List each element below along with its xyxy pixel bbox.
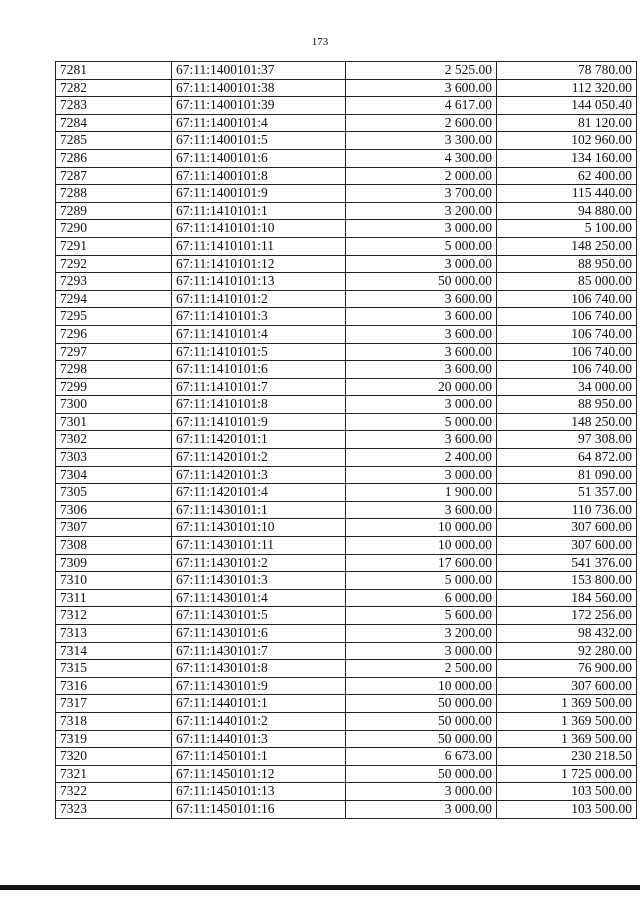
area-cell: 4 300.00 bbox=[346, 149, 497, 167]
cadastral-number-cell: 67:11:1410101:8 bbox=[172, 396, 346, 414]
value-cell: 51 357.00 bbox=[497, 484, 637, 502]
value-cell: 307 600.00 bbox=[497, 677, 637, 695]
area-cell: 10 000.00 bbox=[346, 677, 497, 695]
area-cell: 3 700.00 bbox=[346, 185, 497, 203]
table-row bbox=[56, 167, 637, 185]
area-cell: 5 000.00 bbox=[346, 413, 497, 431]
value-cell: 76 900.00 bbox=[497, 660, 637, 678]
row-number-cell: 7288 bbox=[56, 185, 172, 203]
cadastral-number-cell: 67:11:1410101:11 bbox=[172, 237, 346, 255]
row-number-cell: 7292 bbox=[56, 255, 172, 273]
value-cell: 541 376.00 bbox=[497, 554, 637, 572]
value-cell: 1 369 500.00 bbox=[497, 730, 637, 748]
cadastral-number-cell: 67:11:1400101:5 bbox=[172, 132, 346, 150]
table-row bbox=[56, 677, 637, 695]
value-cell: 97 308.00 bbox=[497, 431, 637, 449]
area-cell: 3 000.00 bbox=[346, 466, 497, 484]
value-cell: 153 800.00 bbox=[497, 572, 637, 590]
value-cell: 106 740.00 bbox=[497, 325, 637, 343]
cadastral-number-cell: 67:11:1430101:7 bbox=[172, 642, 346, 660]
table-row bbox=[56, 132, 637, 150]
area-cell: 2 525.00 bbox=[346, 62, 497, 80]
value-cell: 78 780.00 bbox=[497, 62, 637, 80]
value-cell: 88 950.00 bbox=[497, 255, 637, 273]
table-row bbox=[56, 396, 637, 414]
cadastral-number-cell: 67:11:1430101:2 bbox=[172, 554, 346, 572]
area-cell: 3 000.00 bbox=[346, 642, 497, 660]
value-cell: 1 369 500.00 bbox=[497, 712, 637, 730]
value-cell: 102 960.00 bbox=[497, 132, 637, 150]
cadastral-number-cell: 67:11:1410101:3 bbox=[172, 308, 346, 326]
cadastral-number-cell: 67:11:1430101:6 bbox=[172, 625, 346, 643]
table-row bbox=[56, 730, 637, 748]
value-cell: 307 600.00 bbox=[497, 537, 637, 555]
value-cell: 5 100.00 bbox=[497, 220, 637, 238]
bottom-divider bbox=[0, 885, 640, 890]
row-number-cell: 7302 bbox=[56, 431, 172, 449]
row-number-cell: 7315 bbox=[56, 660, 172, 678]
area-cell: 10 000.00 bbox=[346, 537, 497, 555]
cadastral-number-cell: 67:11:1430101:9 bbox=[172, 677, 346, 695]
table-row bbox=[56, 413, 637, 431]
value-cell: 106 740.00 bbox=[497, 308, 637, 326]
cadastral-number-cell: 67:11:1450101:13 bbox=[172, 783, 346, 801]
cadastral-number-cell: 67:11:1410101:12 bbox=[172, 255, 346, 273]
cadastral-number-cell: 67:11:1420101:2 bbox=[172, 449, 346, 467]
table-row bbox=[56, 625, 637, 643]
table-row bbox=[56, 343, 637, 361]
value-cell: 94 880.00 bbox=[497, 202, 637, 220]
cadastral-number-cell: 67:11:1410101:13 bbox=[172, 273, 346, 291]
area-cell: 50 000.00 bbox=[346, 712, 497, 730]
table-row bbox=[56, 501, 637, 519]
area-cell: 3 000.00 bbox=[346, 220, 497, 238]
cadastral-number-cell: 67:11:1430101:8 bbox=[172, 660, 346, 678]
cadastral-number-cell: 67:11:1430101:1 bbox=[172, 501, 346, 519]
cadastral-number-cell: 67:11:1450101:16 bbox=[172, 800, 346, 818]
area-cell: 3 300.00 bbox=[346, 132, 497, 150]
cadastral-number-cell: 67:11:1430101:4 bbox=[172, 589, 346, 607]
row-number-cell: 7314 bbox=[56, 642, 172, 660]
area-cell: 2 400.00 bbox=[346, 449, 497, 467]
value-cell: 134 160.00 bbox=[497, 149, 637, 167]
row-number-cell: 7306 bbox=[56, 501, 172, 519]
area-cell: 3 000.00 bbox=[346, 783, 497, 801]
area-cell: 3 600.00 bbox=[346, 431, 497, 449]
value-cell: 184 560.00 bbox=[497, 589, 637, 607]
cadastral-number-cell: 67:11:1400101:6 bbox=[172, 149, 346, 167]
table-row bbox=[56, 554, 637, 572]
cadastral-number-cell: 67:11:1410101:10 bbox=[172, 220, 346, 238]
row-number-cell: 7312 bbox=[56, 607, 172, 625]
table-row bbox=[56, 79, 637, 97]
value-cell: 1 369 500.00 bbox=[497, 695, 637, 713]
area-cell: 50 000.00 bbox=[346, 765, 497, 783]
cadastral-number-cell: 67:11:1400101:8 bbox=[172, 167, 346, 185]
table-row bbox=[56, 449, 637, 467]
page-number: 173 bbox=[311, 36, 329, 48]
value-cell: 106 740.00 bbox=[497, 290, 637, 308]
cadastral-number-cell: 67:11:1420101:3 bbox=[172, 466, 346, 484]
area-cell: 3 000.00 bbox=[346, 396, 497, 414]
table-row bbox=[56, 484, 637, 502]
cadastral-number-cell: 67:11:1400101:4 bbox=[172, 114, 346, 132]
value-cell: 81 090.00 bbox=[497, 466, 637, 484]
cadastral-number-cell: 67:11:1410101:7 bbox=[172, 378, 346, 396]
table-row bbox=[56, 642, 637, 660]
area-cell: 50 000.00 bbox=[346, 730, 497, 748]
table-row bbox=[56, 290, 637, 308]
row-number-cell: 7283 bbox=[56, 97, 172, 115]
area-cell: 2 600.00 bbox=[346, 114, 497, 132]
area-cell: 1 900.00 bbox=[346, 484, 497, 502]
land-registry-table bbox=[55, 61, 637, 819]
cadastral-number-cell: 67:11:1410101:4 bbox=[172, 325, 346, 343]
table-row bbox=[56, 519, 637, 537]
area-cell: 3 600.00 bbox=[346, 79, 497, 97]
value-cell: 98 432.00 bbox=[497, 625, 637, 643]
cadastral-number-cell: 67:11:1420101:1 bbox=[172, 431, 346, 449]
row-number-cell: 7281 bbox=[56, 62, 172, 80]
value-cell: 172 256.00 bbox=[497, 607, 637, 625]
area-cell: 3 000.00 bbox=[346, 255, 497, 273]
area-cell: 4 617.00 bbox=[346, 97, 497, 115]
value-cell: 85 000.00 bbox=[497, 273, 637, 291]
value-cell: 106 740.00 bbox=[497, 343, 637, 361]
area-cell: 10 000.00 bbox=[346, 519, 497, 537]
table-row bbox=[56, 431, 637, 449]
row-number-cell: 7290 bbox=[56, 220, 172, 238]
row-number-cell: 7323 bbox=[56, 800, 172, 818]
area-cell: 3 600.00 bbox=[346, 290, 497, 308]
table-row bbox=[56, 361, 637, 379]
row-number-cell: 7313 bbox=[56, 625, 172, 643]
table-row bbox=[56, 97, 637, 115]
cadastral-number-cell: 67:11:1410101:6 bbox=[172, 361, 346, 379]
value-cell: 62 400.00 bbox=[497, 167, 637, 185]
row-number-cell: 7286 bbox=[56, 149, 172, 167]
row-number-cell: 7297 bbox=[56, 343, 172, 361]
area-cell: 6 000.00 bbox=[346, 589, 497, 607]
value-cell: 34 000.00 bbox=[497, 378, 637, 396]
area-cell: 3 600.00 bbox=[346, 501, 497, 519]
cadastral-number-cell: 67:11:1420101:4 bbox=[172, 484, 346, 502]
row-number-cell: 7308 bbox=[56, 537, 172, 555]
row-number-cell: 7289 bbox=[56, 202, 172, 220]
cadastral-number-cell: 67:11:1440101:3 bbox=[172, 730, 346, 748]
cadastral-number-cell: 67:11:1410101:5 bbox=[172, 343, 346, 361]
table-row bbox=[56, 748, 637, 766]
value-cell: 148 250.00 bbox=[497, 237, 637, 255]
cadastral-number-cell: 67:11:1410101:9 bbox=[172, 413, 346, 431]
row-number-cell: 7311 bbox=[56, 589, 172, 607]
value-cell: 115 440.00 bbox=[497, 185, 637, 203]
value-cell: 106 740.00 bbox=[497, 361, 637, 379]
table-row bbox=[56, 660, 637, 678]
value-cell: 230 218.50 bbox=[497, 748, 637, 766]
cadastral-number-cell: 67:11:1440101:1 bbox=[172, 695, 346, 713]
value-cell: 64 872.00 bbox=[497, 449, 637, 467]
table-body bbox=[56, 62, 637, 819]
row-number-cell: 7320 bbox=[56, 748, 172, 766]
row-number-cell: 7299 bbox=[56, 378, 172, 396]
row-number-cell: 7300 bbox=[56, 396, 172, 414]
cadastral-number-cell: 67:11:1400101:9 bbox=[172, 185, 346, 203]
table-row bbox=[56, 237, 637, 255]
row-number-cell: 7317 bbox=[56, 695, 172, 713]
cadastral-number-cell: 67:11:1400101:38 bbox=[172, 79, 346, 97]
row-number-cell: 7319 bbox=[56, 730, 172, 748]
table-row bbox=[56, 273, 637, 291]
area-cell: 5 600.00 bbox=[346, 607, 497, 625]
table-row bbox=[56, 783, 637, 801]
area-cell: 6 673.00 bbox=[346, 748, 497, 766]
value-cell: 1 725 000.00 bbox=[497, 765, 637, 783]
row-number-cell: 7322 bbox=[56, 783, 172, 801]
value-cell: 307 600.00 bbox=[497, 519, 637, 537]
row-number-cell: 7293 bbox=[56, 273, 172, 291]
table-row bbox=[56, 589, 637, 607]
area-cell: 5 000.00 bbox=[346, 572, 497, 590]
area-cell: 3 000.00 bbox=[346, 800, 497, 818]
cadastral-number-cell: 67:11:1430101:5 bbox=[172, 607, 346, 625]
table-row bbox=[56, 308, 637, 326]
table-row bbox=[56, 202, 637, 220]
table-row bbox=[56, 695, 637, 713]
area-cell: 50 000.00 bbox=[346, 695, 497, 713]
table-row bbox=[56, 62, 637, 80]
area-cell: 50 000.00 bbox=[346, 273, 497, 291]
table-row bbox=[56, 765, 637, 783]
cadastral-number-cell: 67:11:1440101:2 bbox=[172, 712, 346, 730]
row-number-cell: 7318 bbox=[56, 712, 172, 730]
row-number-cell: 7310 bbox=[56, 572, 172, 590]
area-cell: 2 000.00 bbox=[346, 167, 497, 185]
table-row bbox=[56, 607, 637, 625]
cadastral-number-cell: 67:11:1430101:11 bbox=[172, 537, 346, 555]
value-cell: 103 500.00 bbox=[497, 783, 637, 801]
value-cell: 103 500.00 bbox=[497, 800, 637, 818]
area-cell: 3 200.00 bbox=[346, 202, 497, 220]
table-row bbox=[56, 220, 637, 238]
table-row bbox=[56, 572, 637, 590]
area-cell: 3 600.00 bbox=[346, 308, 497, 326]
area-cell: 3 600.00 bbox=[346, 325, 497, 343]
value-cell: 148 250.00 bbox=[497, 413, 637, 431]
value-cell: 112 320.00 bbox=[497, 79, 637, 97]
table-row bbox=[56, 149, 637, 167]
area-cell: 20 000.00 bbox=[346, 378, 497, 396]
cadastral-number-cell: 67:11:1400101:39 bbox=[172, 97, 346, 115]
value-cell: 81 120.00 bbox=[497, 114, 637, 132]
table-row bbox=[56, 255, 637, 273]
row-number-cell: 7301 bbox=[56, 413, 172, 431]
area-cell: 17 600.00 bbox=[346, 554, 497, 572]
row-number-cell: 7294 bbox=[56, 290, 172, 308]
cadastral-number-cell: 67:11:1410101:1 bbox=[172, 202, 346, 220]
value-cell: 110 736.00 bbox=[497, 501, 637, 519]
row-number-cell: 7304 bbox=[56, 466, 172, 484]
row-number-cell: 7287 bbox=[56, 167, 172, 185]
area-cell: 3 200.00 bbox=[346, 625, 497, 643]
cadastral-number-cell: 67:11:1450101:12 bbox=[172, 765, 346, 783]
row-number-cell: 7284 bbox=[56, 114, 172, 132]
row-number-cell: 7316 bbox=[56, 677, 172, 695]
row-number-cell: 7307 bbox=[56, 519, 172, 537]
cadastral-number-cell: 67:11:1430101:10 bbox=[172, 519, 346, 537]
cadastral-number-cell: 67:11:1450101:1 bbox=[172, 748, 346, 766]
row-number-cell: 7309 bbox=[56, 554, 172, 572]
cadastral-number-cell: 67:11:1400101:37 bbox=[172, 62, 346, 80]
row-number-cell: 7321 bbox=[56, 765, 172, 783]
table-row bbox=[56, 114, 637, 132]
row-number-cell: 7303 bbox=[56, 449, 172, 467]
cadastral-number-cell: 67:11:1410101:2 bbox=[172, 290, 346, 308]
row-number-cell: 7305 bbox=[56, 484, 172, 502]
table-row bbox=[56, 378, 637, 396]
row-number-cell: 7295 bbox=[56, 308, 172, 326]
table-row bbox=[56, 800, 637, 818]
area-cell: 3 600.00 bbox=[346, 361, 497, 379]
table-row bbox=[56, 537, 637, 555]
area-cell: 5 000.00 bbox=[346, 237, 497, 255]
area-cell: 2 500.00 bbox=[346, 660, 497, 678]
table-row bbox=[56, 185, 637, 203]
table-row bbox=[56, 466, 637, 484]
value-cell: 144 050.40 bbox=[497, 97, 637, 115]
row-number-cell: 7291 bbox=[56, 237, 172, 255]
row-number-cell: 7282 bbox=[56, 79, 172, 97]
area-cell: 3 600.00 bbox=[346, 343, 497, 361]
table-row bbox=[56, 712, 637, 730]
row-number-cell: 7285 bbox=[56, 132, 172, 150]
value-cell: 88 950.00 bbox=[497, 396, 637, 414]
cadastral-number-cell: 67:11:1430101:3 bbox=[172, 572, 346, 590]
row-number-cell: 7298 bbox=[56, 361, 172, 379]
value-cell: 92 280.00 bbox=[497, 642, 637, 660]
table-row bbox=[56, 325, 637, 343]
row-number-cell: 7296 bbox=[56, 325, 172, 343]
